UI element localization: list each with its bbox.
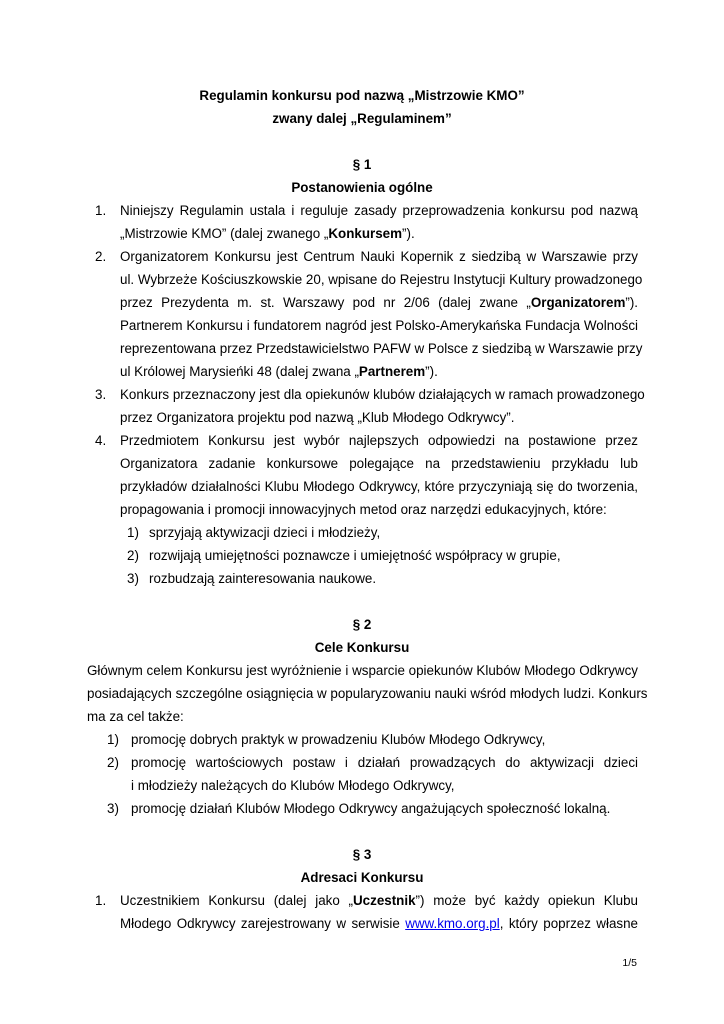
page-number: 1/5	[622, 957, 637, 969]
s2-line1: Głównym celem Konkursu jest wyróżnienie i wsparcie opiekunów Klubów Młodego Odkrywcy	[87, 663, 638, 678]
s1-p4-line1: Przedmiotem Konkursu jest wybór najlepszych odpowiedzi na postawione przez	[120, 433, 638, 448]
document-title: Regulamin konkursu pod nazwą „Mistrzowie KMO”	[199, 88, 525, 103]
s3-p1-line1: Uczestnikiem Konkursu (dalej jako „Uczestnik”) może być każdy opiekun Klubu	[120, 893, 638, 908]
s2-item1-number: 1)	[107, 732, 119, 747]
s1-p4-item3-text: rozbudzają zainteresowania naukowe.	[149, 571, 377, 586]
s1-p1-line1: Niniejszy Regulamin ustala i reguluje zasady przeprowadzenia konkursu pod nazwą	[120, 203, 638, 218]
s1-p2-line3: przez Prezydenta m. st. Warszawy pod nr 2/06 (dalej zwane „Organizatorem”).	[120, 295, 638, 310]
s1-p2-line1: Organizatorem Konkursu jest Centrum Nauki Kopernik z siedzibą w Warszawie przy	[120, 249, 638, 264]
s2-item2-number: 2)	[107, 755, 119, 770]
document-subtitle: zwany dalej „Regulaminem”	[272, 111, 452, 126]
s1-p2-line4: Partnerem Konkursu i fundatorem nagród jest Polsko-Amerykańska Fundacja Wolności	[120, 318, 638, 333]
s2-item3-number: 3)	[107, 801, 119, 816]
s1-p3-line1: Konkurs przeznaczony jest dla opiekunów klubów działających w ramach prowadzonego	[120, 387, 645, 402]
s1-p4-item1-text: sprzyjają aktywizacji dzieci i młodzieży,	[149, 525, 381, 540]
s1-p3-line2: przez Organizatora projektu pod nazwą „Klub Młodego Odkrywcy”.	[120, 410, 515, 425]
s1-p4-item2-text: rozwijają umiejętności poznawcze i umiejętność współpracy w grupie,	[149, 548, 561, 563]
s1-p2-line5: reprezentowana przez Przedstawicielstwo PAFW w Polsce z siedzibą w Warszawie przy	[120, 341, 643, 356]
section-1-heading: Postanowienia ogólne	[291, 180, 433, 195]
s1-p2-line6: ul Królowej Marysieńki 48 (dalej zwana „Partnerem”).	[120, 364, 438, 379]
s1-p4-item1-number: 1)	[127, 525, 139, 540]
s1-p4-number: 4.	[95, 433, 107, 448]
s1-p4-item2-number: 2)	[127, 548, 139, 563]
section-3-heading: Adresaci Konkursu	[300, 870, 424, 885]
kmo-website-link[interactable]: www.kmo.org.pl	[405, 916, 500, 931]
s1-p3-number: 3.	[95, 387, 107, 402]
s3-p1-line2: Młodego Odkrywcy zarejestrowany w serwisie www.kmo.org.pl, który poprzez własne	[120, 916, 638, 931]
section-2-sign: § 2	[352, 617, 372, 632]
s1-p1-number: 1.	[95, 203, 107, 218]
s2-item1-text: promocję dobrych praktyk w prowadzeniu Klubów Młodego Odkrywcy,	[131, 732, 546, 747]
section-3-sign: § 3	[352, 847, 372, 862]
s1-p2-line2: ul. Wybrzeże Kościuszkowskie 20, wpisane do Rejestru Instytucji Kultury prowadzonego	[120, 272, 643, 287]
s2-item2-text-cont: i młodzieży należących do Klubów Młodego Odkrywcy,	[131, 778, 455, 793]
s3-p1-number: 1.	[95, 893, 107, 908]
s2-line2: posiadających szczególne osiągnięcia w popularyzowaniu nauki wśród młodych ludzi. Konkurs	[87, 686, 648, 701]
section-1-sign: § 1	[352, 157, 372, 172]
s1-p4-line2: Organizatora zadanie konkursowe polegające na przedstawieniu przykładu lub	[120, 456, 638, 471]
s2-item2-text: promocję wartościowych postaw i działań prowadzących do aktywizacji dzieci	[131, 755, 638, 770]
s2-line3: ma za cel także:	[87, 709, 184, 724]
s1-p4-line3: przykładów działalności Klubu Młodego Odkrywcy, które przyczyniają się do tworzenia,	[120, 479, 638, 494]
section-2-heading: Cele Konkursu	[314, 640, 410, 655]
s1-p4-item3-number: 3)	[127, 571, 139, 586]
s1-p1-line2: „Mistrzowie KMO” (dalej zwanego „Konkursem”).	[120, 226, 415, 241]
s1-p2-number: 2.	[95, 249, 107, 264]
s1-p4-line4: propagowania i promocji innowacyjnych metod oraz narzędzi edukacyjnych, które:	[120, 502, 607, 517]
s2-item3-text: promocję działań Klubów Młodego Odkrywcy angażujących społeczność lokalną.	[131, 801, 611, 816]
